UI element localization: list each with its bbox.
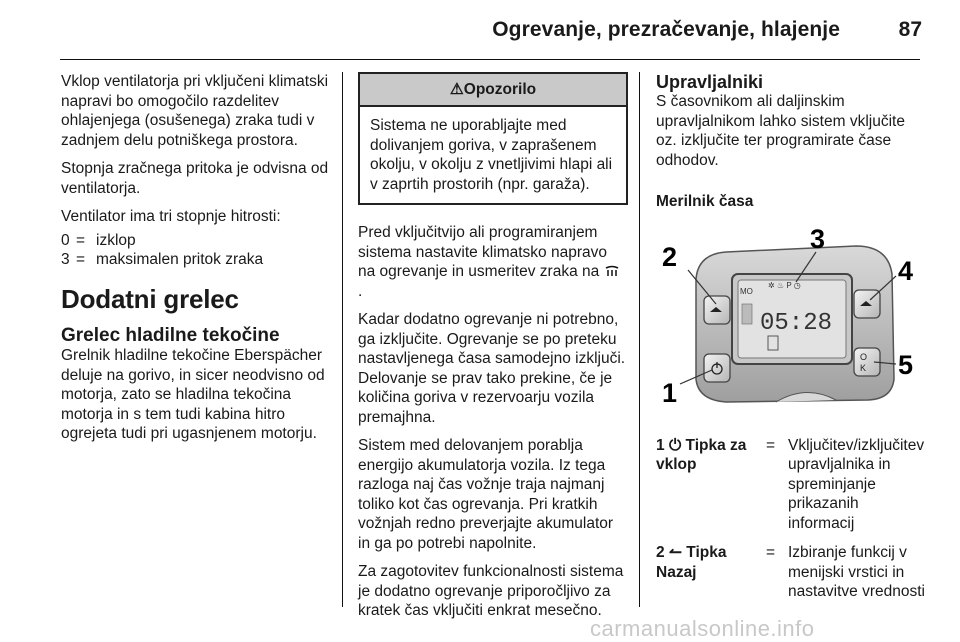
callout-number: 5 [898,349,914,380]
key-number: 2 [656,544,665,561]
paragraph: Ventilator ima tri stopnje hitrosti: [61,208,281,225]
key-eq: = [766,544,776,561]
paragraph: Vklop ventilatorja pri vključeni klimatski napravi bo omogočilo razdelitev ohlajenjega (osušenega) zraka tudi v zadnjem delu potniškega prostora. [61,73,329,149]
timer-figure [656,224,922,430]
paragraph: Grelnik hladilne tekočine Eberspächer deluje na gorivo, in sicer neodvisno od motorja, zato se hladilna tekočina motorja in s tem tudi kabina hitro ogrejeta tudi pri ugasnjenem motorju. [61,347,325,442]
warning-box [358,72,628,205]
speed-eq: = [76,251,86,268]
svg-text:K: K [860,362,867,373]
paragraph: Sistem med delovanjem porablja energijo akumulatorja vozila. Iz tega razloga naj čas vožnje traja najmanj toliko kot čas ogrevanja. Pri kratkih vožnjah redno preverjajte akumulator in ga po potrebi napolnite. [358,437,614,552]
callout-number: 2 [662,241,678,272]
power-icon: ⏻ [668,436,682,454]
key-name [656,543,766,612]
key-number: 1 [656,436,665,454]
warning-text: Sistema ne uporabljajte med dolivanjem goriva, v zaprašenem okolju, v okolju z vnetljivimi hlapi ali v zaprtih prostorih (npr. garaža). [370,117,613,193]
column-divider [639,72,640,607]
paragraph [358,223,626,301]
display-side-label: MO [740,286,753,296]
section-title: Upravljalniki [656,72,764,92]
column-divider [342,72,343,607]
watermark: carmanualsonline.info [590,616,815,641]
ok-icon: O [860,351,868,362]
speed-list [61,231,329,270]
subsection-title: Grelec hladilne tekočine [61,325,280,346]
warning-header [360,74,626,107]
page-header [0,0,960,60]
key-label: Tipka za vklop [656,436,747,473]
section-title: Dodatni grelec [61,283,239,314]
key-name [656,436,766,544]
column-left [61,72,329,453]
air-distribution-icon [604,263,620,280]
display-time: 05:28 [760,309,833,337]
page-number: 87 [898,18,922,41]
speed-key: 3 [61,251,70,268]
warning-title: Opozorilo [463,81,537,98]
paragraph: S časovnikom ali daljinskim upravljalnikom lahko sistem vključite oz. izključite ter programirate čase odhodov. [656,93,905,169]
column-middle [358,72,626,630]
header-divider [60,59,920,60]
key-label: Tipka Nazaj [656,544,727,581]
key-desc: Izbiranje funkcij v menijski vrstici in nastavitve vrednosti [788,544,925,600]
paragraph-end: . [358,282,363,300]
speed-eq: = [76,231,86,249]
speed-key: 0 [61,231,70,249]
key-eq: = [766,436,776,454]
column-right [656,72,926,612]
callout-number: 3 [810,223,826,254]
timer-illustration [656,224,922,430]
key-table [656,436,926,612]
display-status-icons: ✲ ♨ P ◷ [768,280,801,290]
callout-number: 4 [898,255,914,286]
key-desc: Vključitev/izključitev upravljalnika in spreminjanje prikazanih informacij [788,436,925,532]
paragraph-text: Pred vključitvijo ali programiranjem sistema nastavite klimatsko napravo na ogrevanje in usmeritev zraka na [358,224,607,280]
subsection-title: Merilnik časa [656,193,754,210]
paragraph: Stopnja zračnega pritoka je odvisna od ventilatorja. [61,160,329,197]
page-title: Ogrevanje, prezračevanje, hlajenje [492,18,840,41]
callout-number: 1 [662,377,678,408]
warning-icon: ⚠ [449,81,464,98]
speed-text: maksimalen pritok zraka [96,251,264,268]
paragraph: Kadar dodatno ogrevanje ni potrebno, ga izključite. Ogrevanje se po preteku nastavljenega časa samodejno izključi. Delovanje se prav tako prekine, če je količina goriva v rezervoarju vozila premajhna. [358,311,626,426]
speed-text: izklop [96,231,136,249]
paragraph: Za zagotovitev funkcionalnosti sistema je dodatno ogrevanje priporočljivo za kratek čas vključiti enkrat mesečno. [358,563,624,619]
back-arrow-icon: ↼ [668,544,682,561]
